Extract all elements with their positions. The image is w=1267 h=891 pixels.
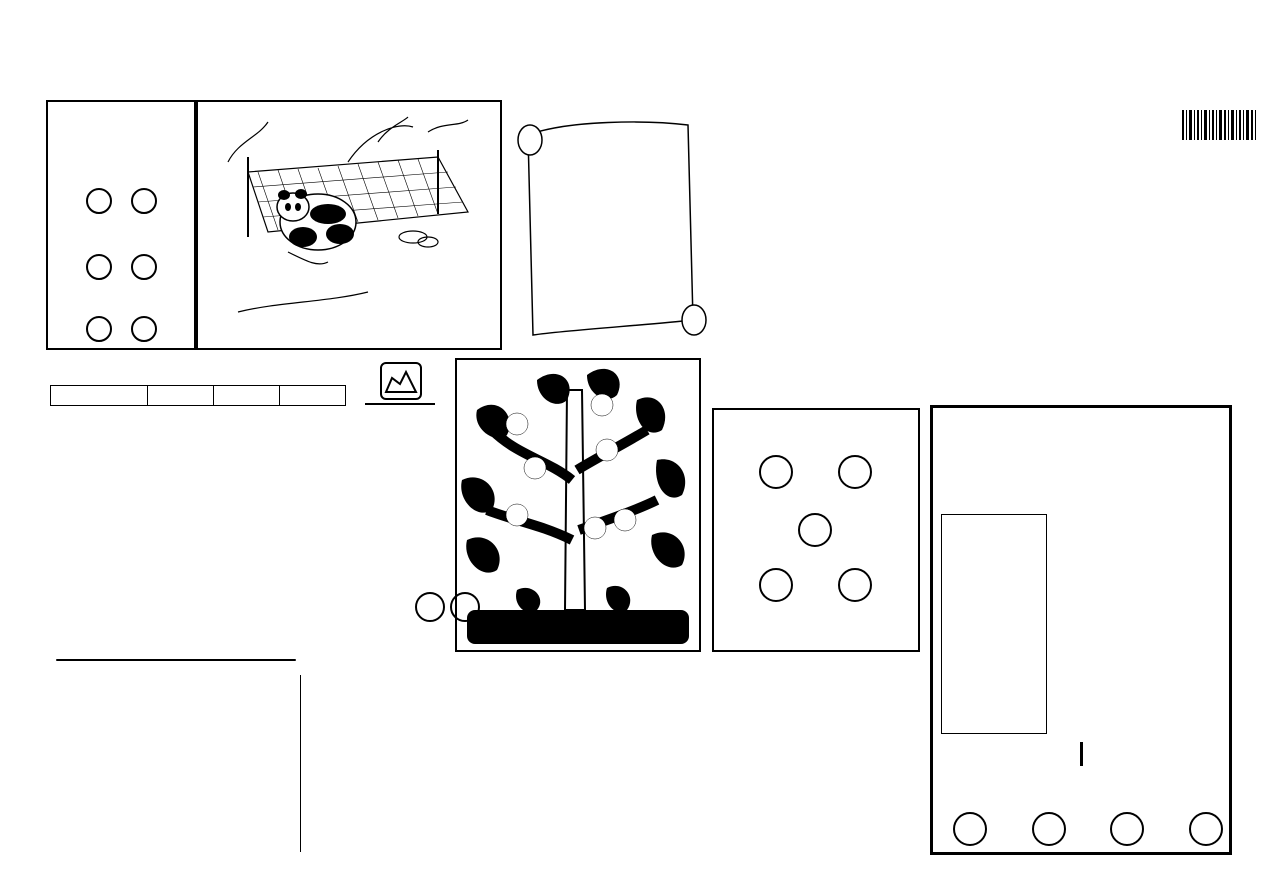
zodiac-animal-3: [798, 513, 832, 547]
strategy-box: [930, 405, 1232, 855]
recent-title: [56, 659, 296, 661]
zodiac-box: [712, 408, 920, 652]
scroll: [508, 110, 708, 342]
strategy-ball-2: [1032, 812, 1066, 846]
strategy-ball-1: [953, 812, 987, 846]
barcode: [1180, 110, 1258, 150]
zodiac-animal-4: [759, 568, 793, 602]
recent-grid-frame: [300, 675, 923, 852]
strategy-history: [941, 514, 1047, 734]
gate-header-max: [148, 386, 214, 406]
catch-title: [365, 403, 435, 405]
tree-box: [455, 358, 701, 652]
zodiac-animal-1: [759, 455, 793, 489]
red-ball-2: [131, 254, 157, 280]
panda-illustration: [198, 102, 500, 348]
zodiac-animal-2: [838, 455, 872, 489]
red-ball-1: [86, 254, 112, 280]
waves-box: [46, 100, 196, 350]
panda-illustration-box: [196, 100, 502, 350]
tree-illustration: [457, 360, 699, 650]
gate-table-header: [51, 386, 346, 406]
recent-column-numbers: [303, 662, 919, 674]
green-ball-1: [86, 316, 112, 342]
gate-header-min: [214, 386, 280, 406]
gate-table: [50, 385, 346, 406]
gate-header-pick: [280, 386, 346, 406]
blue-ball-2: [131, 188, 157, 214]
gate-header-type: [51, 386, 148, 406]
strategy-ball-4: [1189, 812, 1223, 846]
blue-ball-1: [86, 188, 112, 214]
green-ball-2: [131, 316, 157, 342]
catch-ball-1: [415, 592, 445, 622]
catch-icon: [380, 362, 422, 400]
open-divider: [1080, 742, 1083, 766]
zodiac-animal-5: [838, 568, 872, 602]
strategy-ball-3: [1110, 812, 1144, 846]
